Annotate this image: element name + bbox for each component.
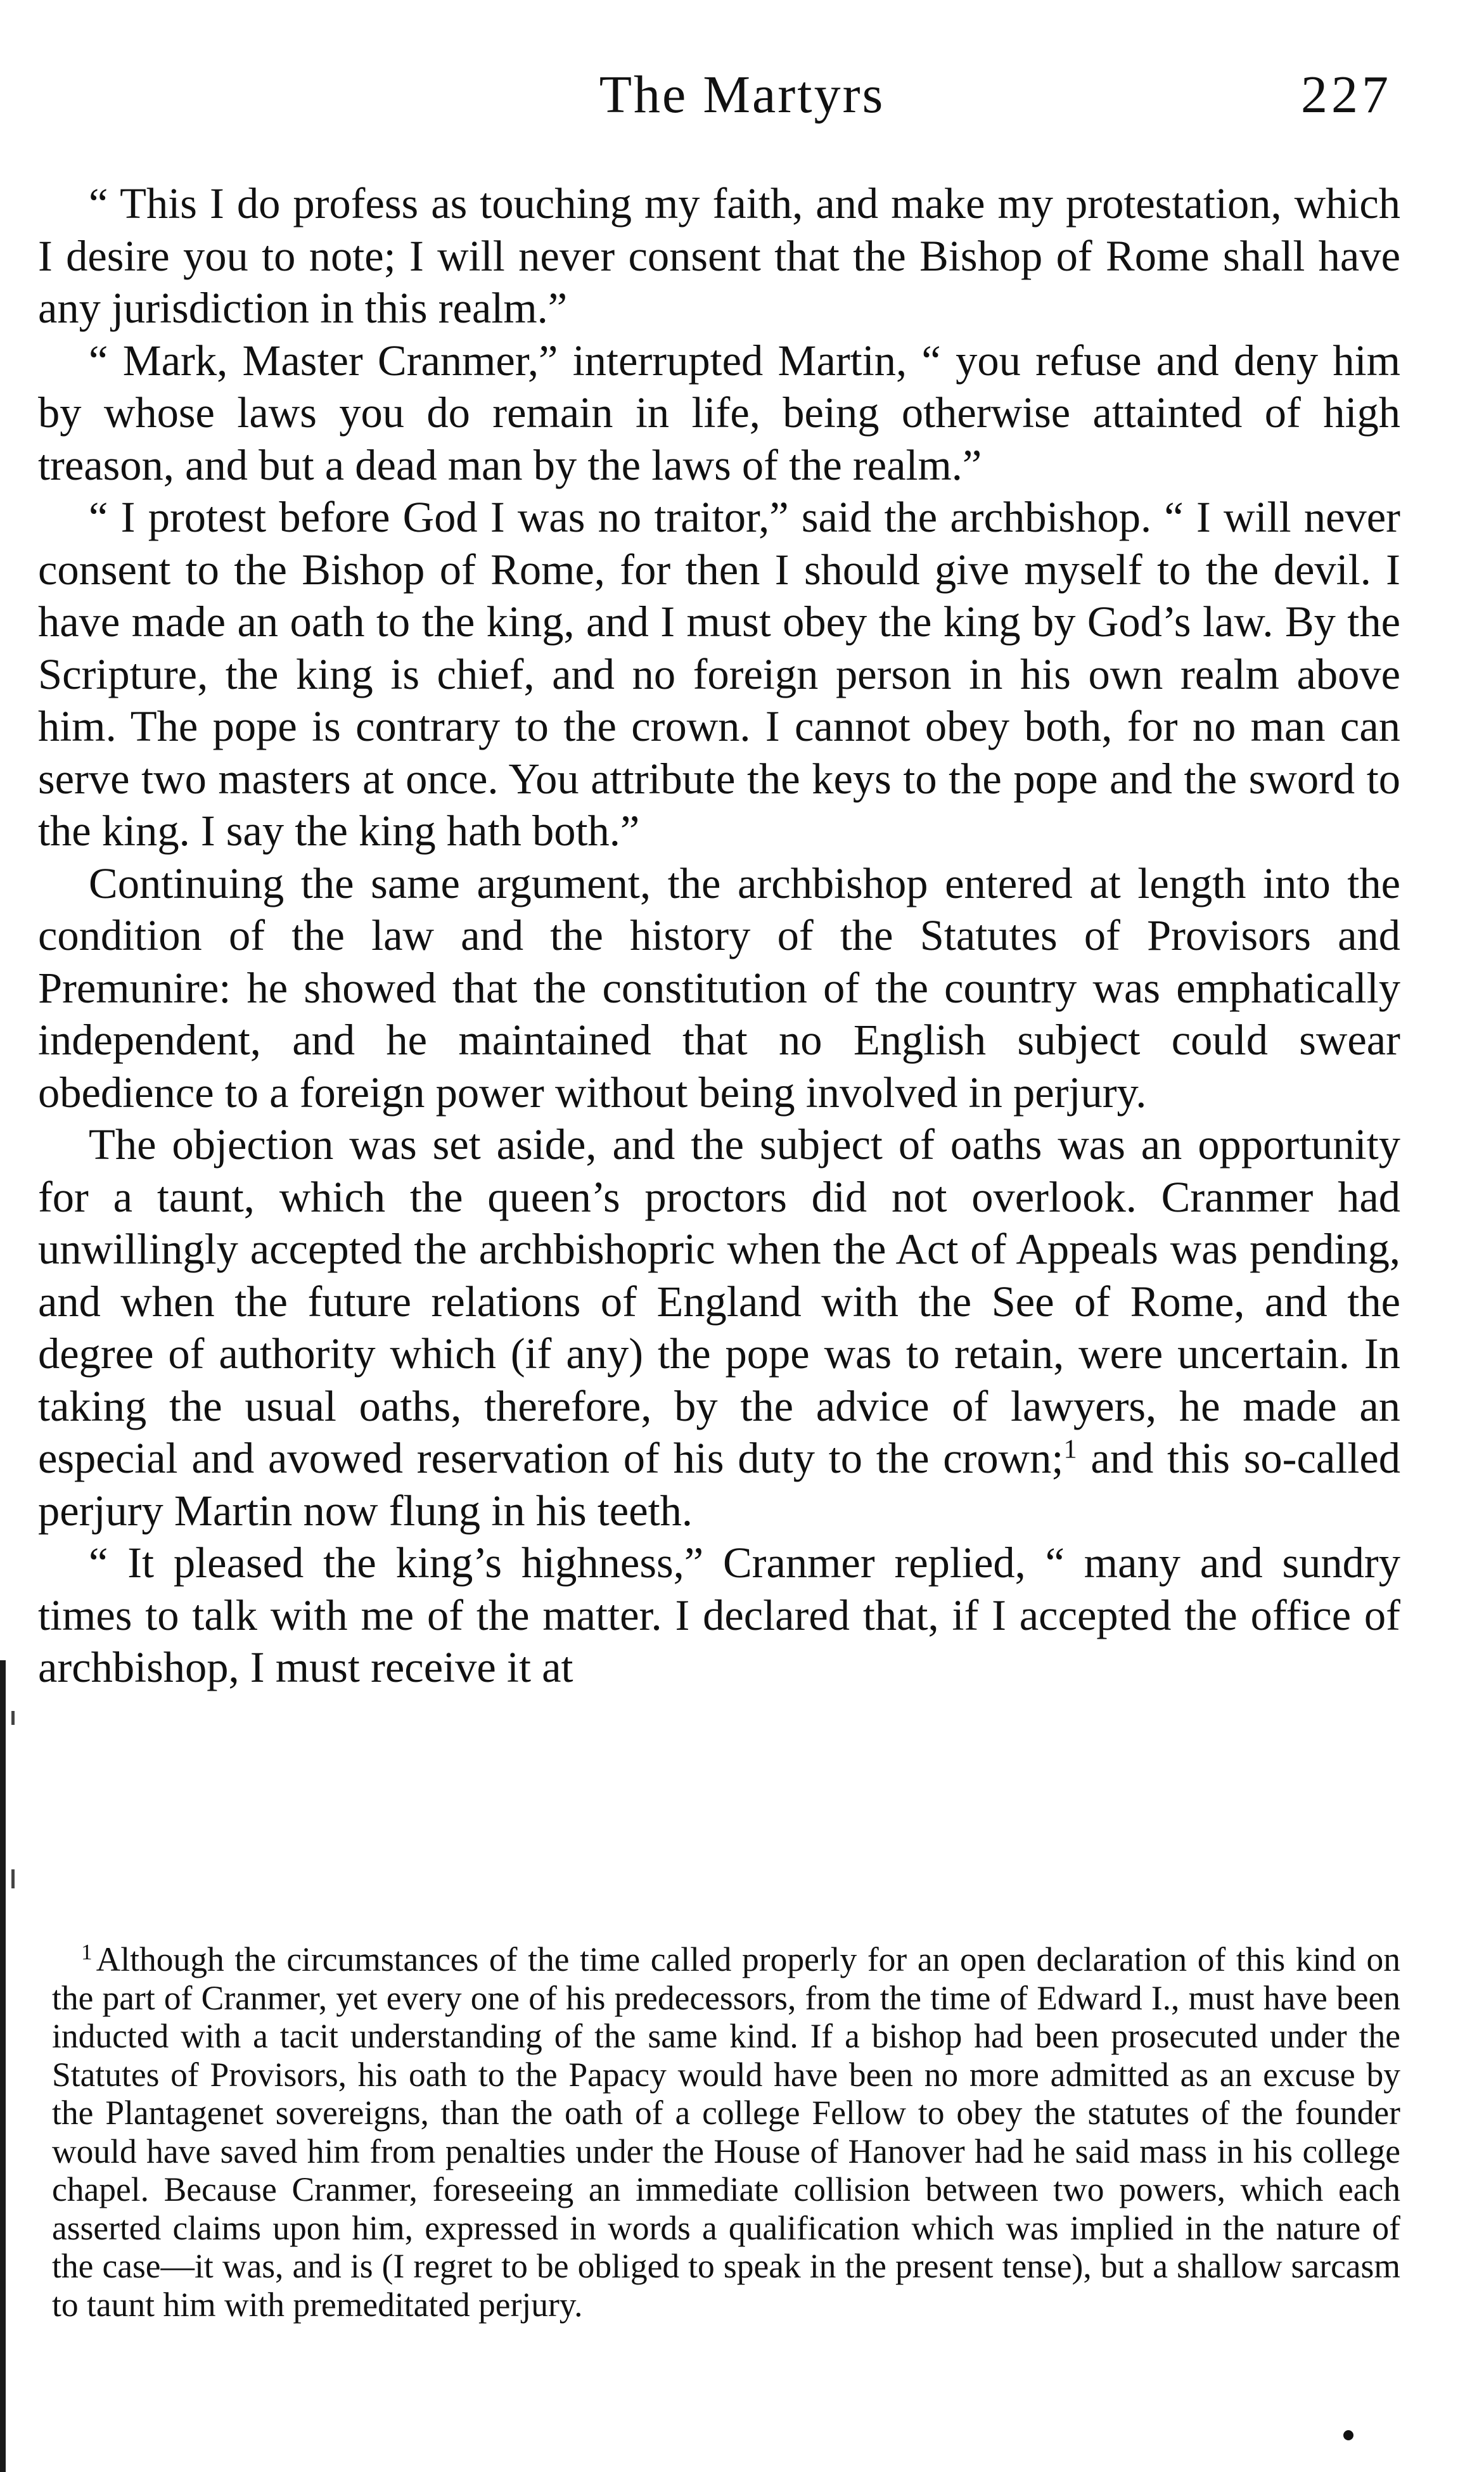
running-title: The Martyrs (599, 65, 885, 124)
footnote-text: Although the circumstances of the time called properly for an open declaration of this kind on the part of Cranmer, yet every one of his predecessors, from the time of Edward I., must have been inducted with a tacit understanding of the same kind. If a bishop had been prosecuted under the Statutes of Provisors, his oath to the Papacy would have been no more admitted as an excuse by the Plantagenet sovereigns, than the oath of a college Fellow to obey the statutes of the founder would have saved him from penalties under the House of Hanover had he said mass in his college chapel. Because Cranmer, foreseeing an immediate collision between two powers, which each asserted claims upon him, expressed in words a qualification which was implied in the nature of the case—it was, and is (I regret to be obliged to speak in the present tense), but a shallow sarcasm to taunt him with premeditated perjury. (52, 1940, 1400, 2324)
paragraph-3: “ I protest before God I was no traitor,” said the archbishop. “ I will never consent to the Bishop of Rome, for then I should give myself to the devil. I have made an oath to the king, and I must obey the king by God’s law. By the Scripture, the king is chief, and no foreign person in his own realm above him. The pope is contrary to the crown. I cannot obey both, for no man can serve two masters at once. You attribute the keys to the pope and the sword to the king. I say the king hath both.” (38, 493, 1400, 855)
paragraph-6: “ It pleased the king’s highness,” Cranmer replied, “ many and sundry times to talk with me of the matter. I declared that, if I accepted the office of archbishop, I must receive it at (38, 1539, 1400, 1691)
scan-speck (1343, 2430, 1353, 2440)
scan-edge-mark (11, 1711, 15, 1725)
scan-edge-mark (11, 1869, 15, 1888)
footnote-reference[interactable]: 1 (1063, 1434, 1077, 1464)
paragraph-2: “ Mark, Master Cranmer,” interrupted Martin, “ you refuse and deny him by whose laws you do remain in life, being otherwise attainted of high treason, and but a dead man by the laws of the realm.” (38, 336, 1400, 489)
footnote (52, 1940, 1400, 2324)
footnote-marker: 1 (81, 1940, 93, 1965)
paragraph-5-tail: and this so-called perjury Martin now flung in his teeth. (38, 1434, 1401, 1535)
paragraph-5-text: The objection was set aside, and the subject of oaths was an opportunity for a taunt, which the queen’s proctors did not overlook. Cranmer had unwillingly accepted the archbishopric when the Act of Appeals was pending, and when the future relations of England with the See of Rome, and the degree of authority which (if any) the pope was to retain, were uncertain. In taking the usual oaths, therefore, by the advice of lawyers, he made an especial and avowed reservation of his duty to the crown; (38, 1120, 1400, 1482)
paragraph-4: Continuing the same argument, the archbishop entered at length into the condition of the law and the history of the Statutes of Provisors and Premunire: he showed that the constitution of the country was emphatically independent, and he maintained that no English subject could swear obedience to a foreign power without being involved in perjury. (38, 859, 1400, 1117)
paragraph-1: “ This I do profess as touching my faith, and make my protestation, which I desire you to note; I will never consent that the Bishop of Rome shall have any jurisdiction in this realm.” (38, 179, 1400, 332)
running-head (0, 60, 1484, 130)
footnote-paragraph (52, 1940, 1400, 2324)
paragraph-5 (38, 1118, 1400, 1537)
scan-edge-shadow (0, 1660, 6, 2472)
page-number: 227 (1301, 65, 1392, 124)
body-text (38, 177, 1400, 1694)
